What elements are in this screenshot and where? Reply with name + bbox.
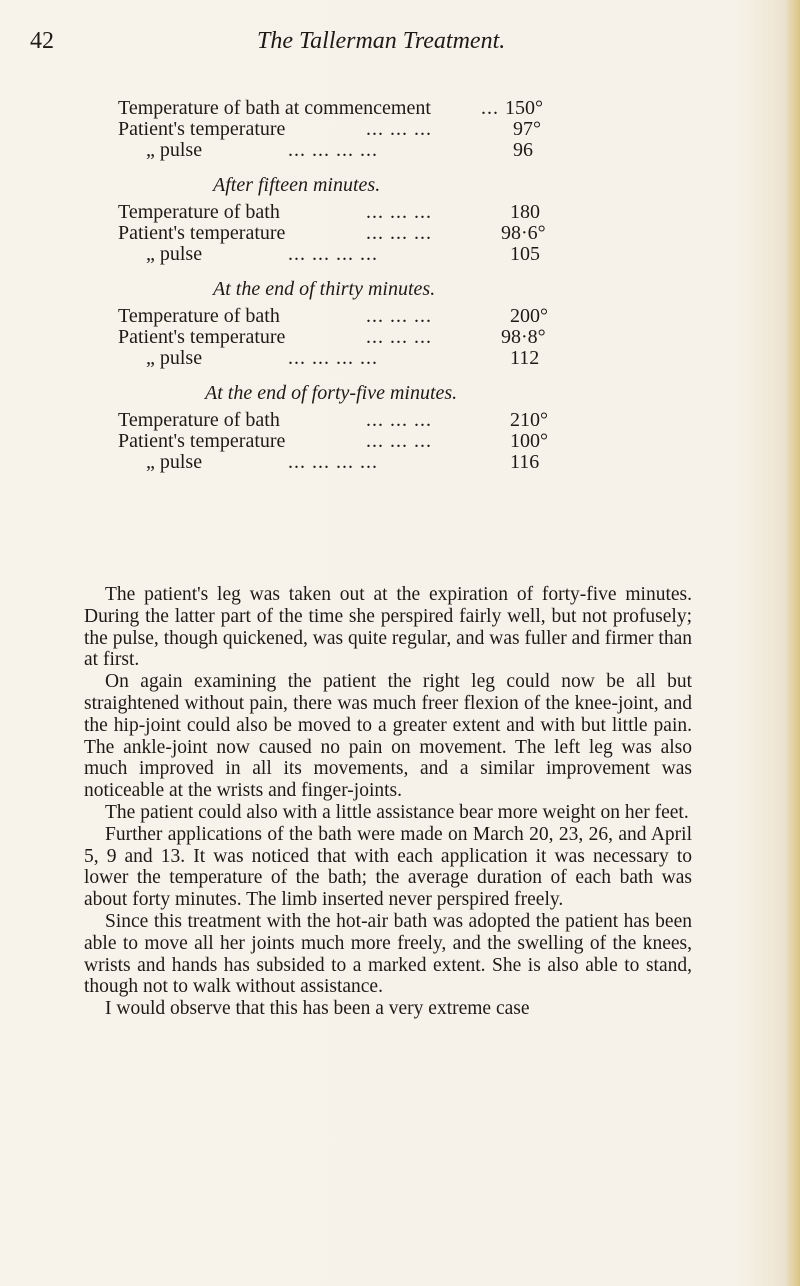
leader-dots: ... ... ...: [366, 326, 432, 348]
measurement-tables: [118, 98, 688, 473]
body-text: [84, 584, 692, 1020]
reading-value: 96: [513, 139, 533, 161]
section-heading: At the end of forty-five minutes.: [205, 382, 458, 404]
reading-value: 98·6°: [501, 222, 546, 244]
reading-row: [118, 410, 688, 431]
leader-dots: ... ... ...: [366, 409, 432, 431]
paragraph: Further applications of the bath were made on March 20, 23, 26, and April 5, 9 and 13. It was noticed that with each application it was necessary to lower the temperature of the bath; the average duration of each bath was about forty minutes. The limb inserted never perspired freely.: [84, 823, 692, 911]
fifteen-minute-readings: [118, 202, 688, 265]
page-edge: [786, 0, 800, 1286]
reading-label: Patient's temperature: [118, 222, 286, 244]
leader-dots: ... ... ...: [366, 430, 432, 452]
reading-value: 210°: [510, 409, 548, 431]
paragraph: I would observe that this has been a very extreme case: [105, 998, 530, 1020]
reading-label: „ pulse: [146, 347, 203, 369]
leader-dots: ... ... ...: [366, 201, 432, 223]
reading-row: [118, 431, 688, 452]
reading-label: Temperature of bath: [118, 409, 280, 431]
reading-value: 112: [510, 347, 540, 369]
section-heading: At the end of thirty minutes.: [213, 278, 436, 300]
reading-row: [118, 202, 688, 223]
reading-value: 180: [510, 201, 540, 223]
reading-row: [118, 348, 688, 369]
reading-row: [118, 223, 688, 244]
reading-label: Patient's temperature: [118, 326, 286, 348]
reading-label: „ pulse: [146, 451, 203, 473]
reading-row: [118, 244, 688, 265]
section-heading: After fifteen minutes.: [213, 174, 381, 196]
page-header: [30, 28, 630, 62]
initial-readings: [118, 98, 688, 161]
leader-dots: ...: [481, 97, 499, 119]
leader-dots: ... ... ...: [366, 222, 432, 244]
reading-row: [118, 306, 688, 327]
reading-row: [118, 98, 688, 119]
reading-value: 97°: [513, 118, 541, 140]
reading-value: 98·8°: [501, 326, 546, 348]
leader-dots: ... ... ...: [366, 305, 432, 327]
paragraph: The patient could also with a little assistance bear more weight on her feet.: [105, 801, 689, 823]
reading-value: 116: [510, 451, 540, 473]
reading-row: [118, 119, 688, 140]
reading-label: „ pulse: [146, 243, 203, 265]
reading-row: [118, 140, 688, 161]
paragraph: Since this treatment with the hot-air bath was adopted the patient has been able to move all her joints much more freely, and the swelling of the knees, wrists and hands has subsided to a marked extent. She is also able to stand, though not to walk without assistance.: [84, 910, 692, 998]
reading-row: [118, 327, 688, 348]
leader-dots: ... ... ... ...: [288, 243, 378, 265]
leader-dots: ... ... ... ...: [288, 451, 378, 473]
page-number: 42: [30, 28, 54, 54]
reading-value: 200°: [510, 305, 548, 327]
reading-label: Temperature of bath: [118, 305, 280, 327]
reading-value: 100°: [510, 430, 548, 452]
running-title: The Tallerman Treatment.: [257, 28, 506, 54]
leader-dots: ... ... ... ...: [288, 347, 378, 369]
paragraph: The patient's leg was taken out at the expiration of forty-five minutes. During the latter part of the time she perspired fairly well, but not profusely; the pulse, though quickened, was quite regular, and was fuller and firmer than at first.: [84, 584, 692, 671]
reading-value: 105: [510, 243, 540, 265]
reading-label: „ pulse: [146, 139, 203, 161]
forty-five-minute-readings: [118, 410, 688, 473]
leader-dots: ... ... ...: [366, 118, 432, 140]
reading-label: Temperature of bath: [118, 201, 280, 223]
thirty-minute-readings: [118, 306, 688, 369]
reading-value: 150°: [505, 97, 543, 119]
reading-row: [118, 452, 688, 473]
paragraph: On again examining the patient the right leg could now be all but straightened without pain, there was much freer flexion of the knee-joint, and the hip-joint could also be moved to a greater extent and with but little pain. The ankle-joint now caused no pain on movement. The left leg was also much improved in all its movements, and a similar improvement was noticeable at the wrists and finger-joints.: [84, 671, 692, 802]
reading-label: Patient's temperature: [118, 430, 286, 452]
leader-dots: ... ... ... ...: [288, 139, 378, 161]
reading-label: Temperature of bath at commencement: [118, 97, 431, 119]
reading-label: Patient's temperature: [118, 118, 286, 140]
